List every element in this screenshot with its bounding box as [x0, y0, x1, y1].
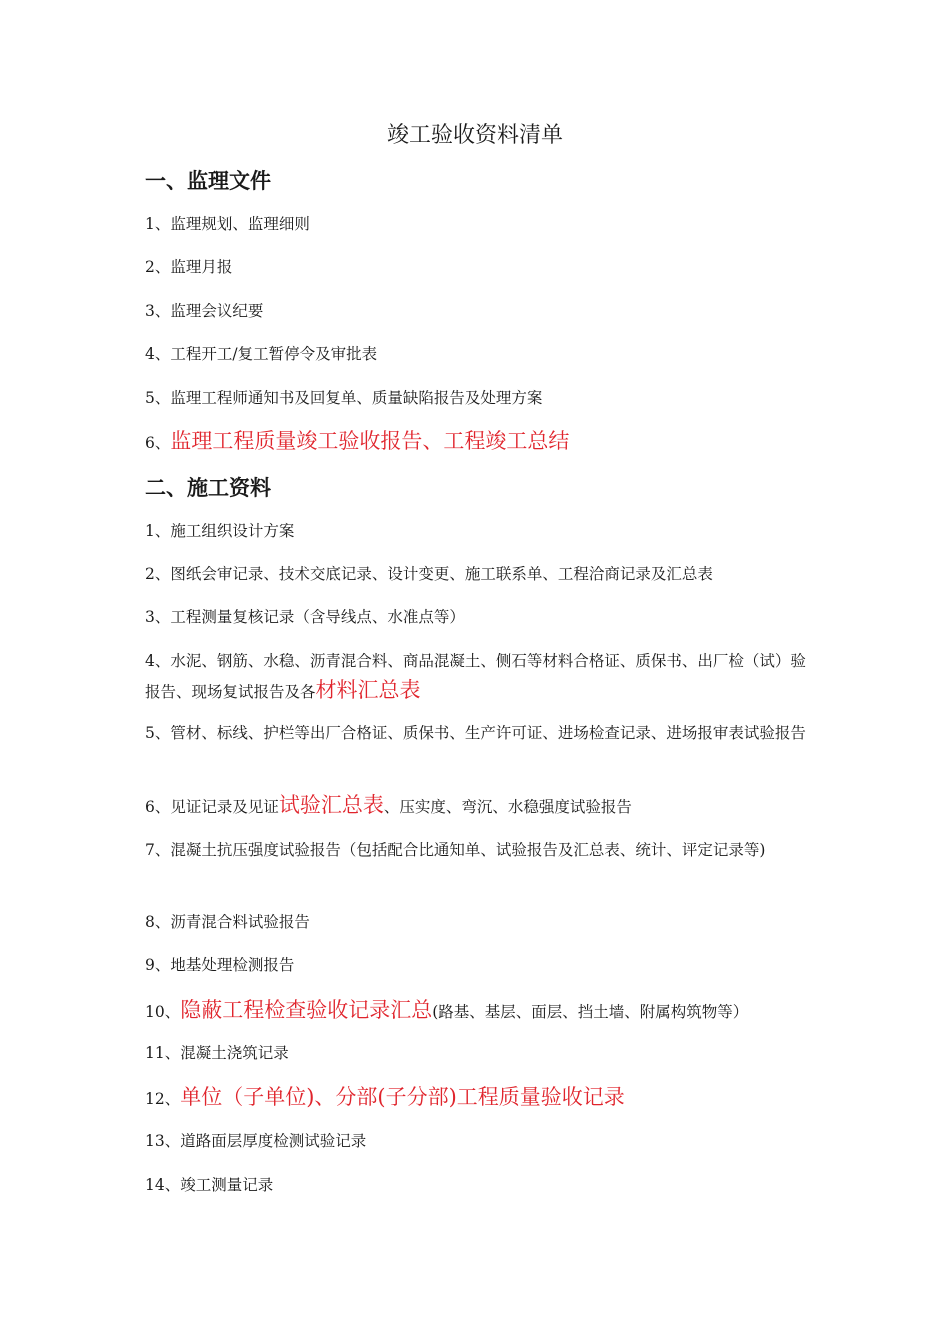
item-text: 地基处理检测报告: [170, 956, 295, 974]
item-text: 监理规划、监理细则: [170, 215, 310, 233]
item-text: 水泥、钢筋、水稳、沥青混合料、商品混凝土、侧石等材料合格证、质保书、出厂检（试）验报告、现场复试报告及各: [145, 652, 806, 701]
item-number: 8、: [145, 913, 171, 931]
list-item: [145, 951, 810, 980]
item-text: 竣工测量记录: [180, 1176, 274, 1194]
item-number: 1、: [145, 215, 171, 233]
item-highlight-text: 监理工程质量竣工验收报告、工程竣工总结: [170, 429, 570, 453]
item-text-after: (路基、基层、面层、挡土墙、附属构筑物等）: [432, 1003, 749, 1021]
list-item: [145, 719, 810, 748]
item-text: 沥青混合料试验报告: [170, 913, 310, 931]
item-text: 图纸会审记录、技术交底记录、设计变更、施工联系单、工程洽商记录及汇总表: [170, 565, 713, 583]
item-text: 工程开工/复工暂停令及审批表: [170, 345, 378, 363]
list-item: [145, 647, 810, 707]
list-item: [145, 836, 810, 865]
list-item: [145, 1127, 810, 1156]
item-number: 12、: [145, 1090, 181, 1108]
list-item: [145, 1083, 810, 1114]
section-heading-construction: 二、施工资料: [145, 476, 271, 500]
item-number: 6、: [145, 798, 171, 816]
list-item: [145, 791, 810, 822]
list-item: [145, 427, 810, 458]
item-number: 9、: [145, 956, 171, 974]
item-text: 监理工程师通知书及回复单、质量缺陷报告及处理方案: [170, 389, 543, 407]
item-number: 5、: [145, 724, 171, 742]
list-item: [145, 560, 810, 589]
item-number: 4、: [145, 345, 171, 363]
list-item: [145, 210, 810, 239]
item-text: 混凝土抗压强度试验报告（包括配合比通知单、试验报告及汇总表、统计、评定记录等): [170, 841, 766, 859]
item-text: 见证记录及见证: [170, 798, 279, 816]
list-item: [145, 603, 810, 632]
list-item: [145, 996, 810, 1027]
list-item: [145, 1039, 810, 1068]
item-text: 监理月报: [170, 258, 233, 276]
item-text: 混凝土浇筑记录: [180, 1044, 289, 1062]
item-text: 管材、标线、护栏等出厂合格证、质保书、生产许可证、进场检查记录、进场报审表试验报告: [170, 724, 806, 742]
item-number: 2、: [145, 565, 171, 583]
item-text: 道路面层厚度检测试验记录: [180, 1132, 367, 1150]
item-text: 施工组织设计方案: [170, 522, 295, 540]
list-item: [145, 384, 810, 413]
item-highlight-text: 材料汇总表: [315, 678, 421, 702]
item-number: 3、: [145, 608, 171, 626]
item-text: 监理会议纪要: [170, 302, 264, 320]
item-text-after: 、压实度、弯沉、水稳强度试验报告: [383, 798, 632, 816]
list-item: [145, 517, 810, 546]
item-highlight-text: 试验汇总表: [278, 793, 384, 817]
list-item: [145, 1171, 810, 1200]
item-number: 10、: [145, 1003, 181, 1021]
item-number: 2、: [145, 258, 171, 276]
list-item: [145, 297, 810, 326]
item-number: 1、: [145, 522, 171, 540]
list-item: [145, 253, 810, 282]
item-number: 11、: [145, 1044, 181, 1062]
item-text: 工程测量复核记录（含导线点、水准点等）: [170, 608, 465, 626]
document-title: 竣工验收资料清单: [386, 123, 563, 148]
list-item: [145, 908, 810, 937]
item-number: 7、: [145, 841, 171, 859]
section-heading-supervision: 一、监理文件: [145, 169, 271, 193]
item-number: 6、: [145, 434, 171, 452]
item-number: 13、: [145, 1132, 181, 1150]
item-number: 4、: [145, 652, 171, 670]
item-highlight-text: 单位（子单位)、分部(子分部)工程质量验收记录: [180, 1085, 625, 1109]
item-number: 14、: [145, 1176, 181, 1194]
item-number: 3、: [145, 302, 171, 320]
item-number: 5、: [145, 389, 171, 407]
list-item: [145, 340, 810, 369]
item-highlight-text: 隐蔽工程检查验收记录汇总: [180, 998, 433, 1022]
